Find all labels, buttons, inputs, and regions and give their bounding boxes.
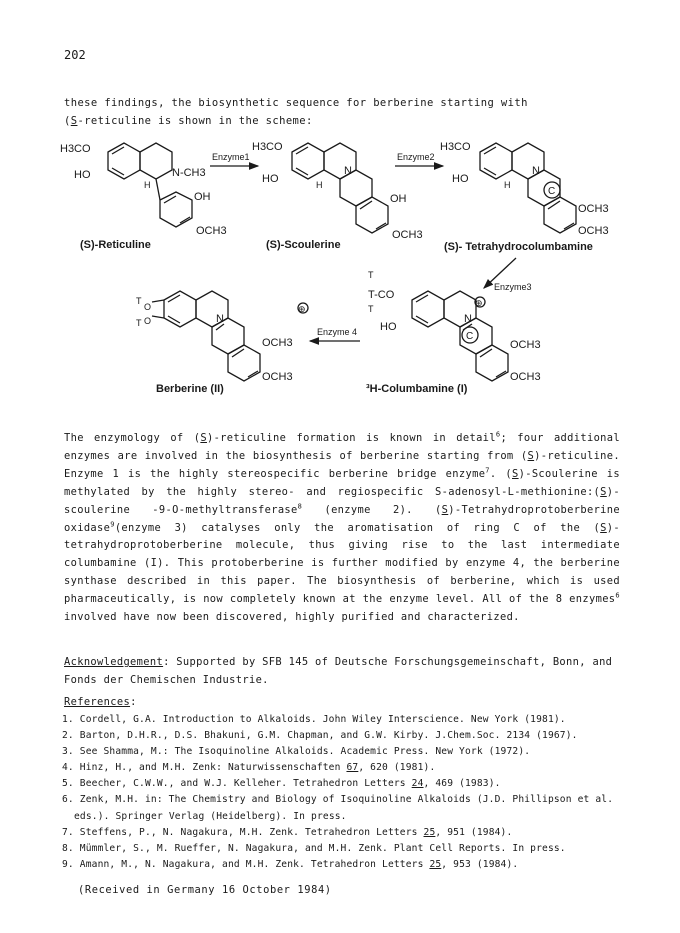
reference-volume: 25 xyxy=(423,826,436,838)
berberine-och3-1: OCH3 xyxy=(262,337,293,349)
biosynthesis-scheme xyxy=(60,130,620,400)
reticuline-oh: OH xyxy=(194,191,211,203)
enzymology-paragraph xyxy=(64,430,620,627)
reference-text-end: , 953 (1984). xyxy=(441,858,519,870)
columbamine-ring-c: C xyxy=(466,331,474,342)
reticuline-h: H xyxy=(144,180,151,190)
scoulerine-n: N xyxy=(344,165,352,177)
columbamine-n: N xyxy=(464,313,472,325)
thc-h: H xyxy=(504,180,511,190)
reference-item xyxy=(62,857,622,873)
scoulerine-structure xyxy=(292,143,388,233)
para-text: )-reticuline. Enzyme 1 is the highly stereospecific berberine bridge enzyme xyxy=(64,449,620,480)
reference-number: 9. xyxy=(62,858,74,870)
reference-number: 7. xyxy=(62,826,74,838)
references-heading-label: References xyxy=(64,696,131,708)
intro-s-label: S xyxy=(70,115,78,127)
reference-number: 1. xyxy=(62,714,74,725)
columbamine-och3-1: OCH3 xyxy=(510,339,541,351)
acknowledgement xyxy=(64,654,620,690)
berberine-och3-2: OCH3 xyxy=(262,371,293,383)
scoulerine-h: H xyxy=(316,180,323,190)
para-text: . ( xyxy=(489,467,512,480)
reference-number: 3. xyxy=(62,746,74,758)
ref-sup: 6 xyxy=(615,591,620,600)
reference-text: Zenk, M.H. in: The Chemistry and Biology of Isoquinoline Alkaloids (J.D. Phillipson et al. eds.). Springer Verlag (Heidelberg). In press. xyxy=(74,794,614,822)
reference-volume: 67 xyxy=(346,762,359,774)
reference-item xyxy=(62,825,622,841)
reference-number: 6. xyxy=(62,794,74,806)
berberine-n: N xyxy=(216,313,224,325)
reference-text-end: , 469 (1983). xyxy=(423,778,501,790)
reference-item xyxy=(62,841,622,857)
reference-text: Steffens, P., N. Nagakura, M.H. Zenk. Tetrahedron Letters xyxy=(79,826,424,838)
thc-ho: HO xyxy=(452,173,469,185)
reticuline-h3co: H3CO xyxy=(60,143,91,155)
thc-h3co: H3CO xyxy=(440,141,471,153)
para-s: S xyxy=(200,432,207,444)
reference-volume: 25 xyxy=(429,858,442,870)
reticuline-och3: OCH3 xyxy=(196,225,227,237)
scoulerine-ho: HO xyxy=(262,173,279,185)
reference-item xyxy=(62,712,622,728)
columbamine-name: ³H-Columbamine (I) xyxy=(366,383,468,395)
thc-ring-c: C xyxy=(548,186,556,197)
reference-text-end: , 620 (1981). xyxy=(358,762,436,774)
reference-text: Cordell, G.A. Introduction to Alkaloids. John Wiley Interscience. New York (1981). xyxy=(79,714,566,725)
berberine-structure xyxy=(152,291,260,381)
para-text: )-Tetrahydroprotoberberine oxidase xyxy=(64,503,620,534)
columbamine-och3-2: OCH3 xyxy=(510,371,541,383)
columbamine-ho: HO xyxy=(380,321,397,333)
reference-text: Beecher, C.W.W., and W.J. Kelleher. Tetrahedron Letters xyxy=(79,778,412,790)
enzyme1-label: Enzyme1 xyxy=(212,152,250,162)
reference-number: 4. xyxy=(62,762,74,774)
tetrahydrocolumbamine-name: (S)- Tetrahydrocolumbamine xyxy=(444,241,593,253)
reference-text: See Shamma, M.: The Isoquinoline Alkaloids. Academic Press. New York (1972). xyxy=(79,746,531,758)
reticuline-ho: HO xyxy=(74,169,91,181)
berberine-o1: O xyxy=(144,302,152,312)
references-colon: : xyxy=(130,696,137,708)
para-s: S xyxy=(600,485,607,498)
para-s: S xyxy=(527,449,535,462)
columbamine-structure xyxy=(412,291,508,381)
reference-item xyxy=(62,776,622,792)
reference-item xyxy=(62,760,622,776)
thc-och3-1: OCH3 xyxy=(578,203,609,215)
scoulerine-oh: OH xyxy=(390,193,407,205)
para-text: (enzyme 2). ( xyxy=(302,503,442,516)
received-date: (Received in Germany 16 October 1984) xyxy=(78,884,332,896)
intro-line-1: these findings, the biosynthetic sequence for berberine starting with xyxy=(64,97,528,109)
para-s: S xyxy=(441,503,449,516)
berberine-t1: T xyxy=(136,296,142,306)
ref-sup: 9 xyxy=(110,520,115,529)
reference-item xyxy=(62,792,622,824)
reference-volume: 24 xyxy=(411,778,424,790)
acknowledgement-label: Acknowledgement xyxy=(64,656,164,668)
para-text: )-Scoulerine is methylated by the highly stereo- and regiospecific S-adenosyl-L-methionine:( xyxy=(64,467,620,498)
acknowledgement-text: : Supported by SFB 145 of Deutsche Forschungsgemeinschaft, Bonn, and Fonds der Chemischen Industrie. xyxy=(64,656,613,686)
berberine-o2: O xyxy=(144,316,152,326)
ref-sup: 6 xyxy=(495,430,501,439)
thc-och3-2: OCH3 xyxy=(578,225,609,237)
berberine-plus: ⊕ xyxy=(298,304,306,314)
para-text: )-reticuline formation is known in detail xyxy=(206,432,496,444)
columbamine-t2: T xyxy=(368,304,374,314)
ref-sup: 8 xyxy=(297,502,303,511)
para-text: ; four additional enzymes are involved in the biosynthesis of berberine starting from ( xyxy=(64,432,620,462)
para-text: )-tetrahydroprotoberberine molecule, thus giving rise to the last intermediate columbamine (I). This protoberberine is further modified by enzyme 4, the berberine synthase described in this paper. The biosynthesis of berberine, which is used pharmaceutically, is now completely known at the enzyme level. All of the 8 enzymes xyxy=(64,521,620,606)
scoulerine-h3co: H3CO xyxy=(252,141,283,153)
reference-text: Amann, M., N. Nagakura, and M.H. Zenk. Tetrahedron Letters xyxy=(79,858,430,870)
page-number: 202 xyxy=(64,48,86,62)
columbamine-plus: ⊕ xyxy=(475,298,483,308)
reference-item xyxy=(62,728,622,744)
references-heading xyxy=(64,696,137,708)
columbamine-tco: T-CO xyxy=(368,289,395,301)
para-text: involved have now been discovered, highly purified and characterized. xyxy=(64,611,520,624)
intro-text: these findings, the biosynthetic sequence for berberine starting with (S-reticuline is shown in the scheme: xyxy=(64,97,528,127)
reference-text: Hinz, H., and M.H. Zenk: Naturwissenschaften xyxy=(79,762,347,774)
para-text: (enzyme 3) catalyses only the aromatisation of ring C of the ( xyxy=(114,521,601,534)
reference-text: Barton, D.H.R., D.S. Bhakuni, G.M. Chapman, and G.W. Kirby. J.Chem.Soc. 2134 (1967). xyxy=(79,730,578,742)
reticuline-nch3: N-CH3 xyxy=(172,167,206,179)
thc-n: N xyxy=(532,165,540,177)
reference-number: 8. xyxy=(62,842,74,854)
tetrahydrocolumbamine-structure xyxy=(480,143,576,233)
scoulerine-name: (S)-Scoulerine xyxy=(266,239,341,251)
para-s: S xyxy=(512,467,519,480)
reference-text-end: , 951 (1984). xyxy=(435,826,513,838)
para-text: The enzymology of ( xyxy=(64,432,201,444)
enzyme2-label: Enzyme2 xyxy=(397,152,435,162)
berberine-name: Berberine (II) xyxy=(156,383,224,395)
columbamine-t1: T xyxy=(368,270,374,280)
para-text: )-scoulerine -9-O-methyltransferase xyxy=(64,485,620,516)
berberine-t2: T xyxy=(136,318,142,328)
enzyme4-label: Enzyme 4 xyxy=(317,327,358,337)
reference-item xyxy=(62,744,622,760)
intro-line-2: -reticuline is shown in the scheme: xyxy=(77,115,313,127)
reference-text: Mümmler, S., M. Rueffer, N. Nagakura, and M.H. Zenk. Plant Cell Reports. In press. xyxy=(79,842,566,854)
enzyme3-label: Enzyme3 xyxy=(494,282,532,292)
reticuline-name: (S)-Reticuline xyxy=(80,239,151,251)
reference-number: 5. xyxy=(62,778,74,790)
reference-number: 2. xyxy=(62,730,74,742)
ref-sup: 7 xyxy=(485,466,490,475)
references-list xyxy=(62,712,622,873)
scoulerine-och3: OCH3 xyxy=(392,229,423,241)
para-s: S xyxy=(600,521,607,534)
